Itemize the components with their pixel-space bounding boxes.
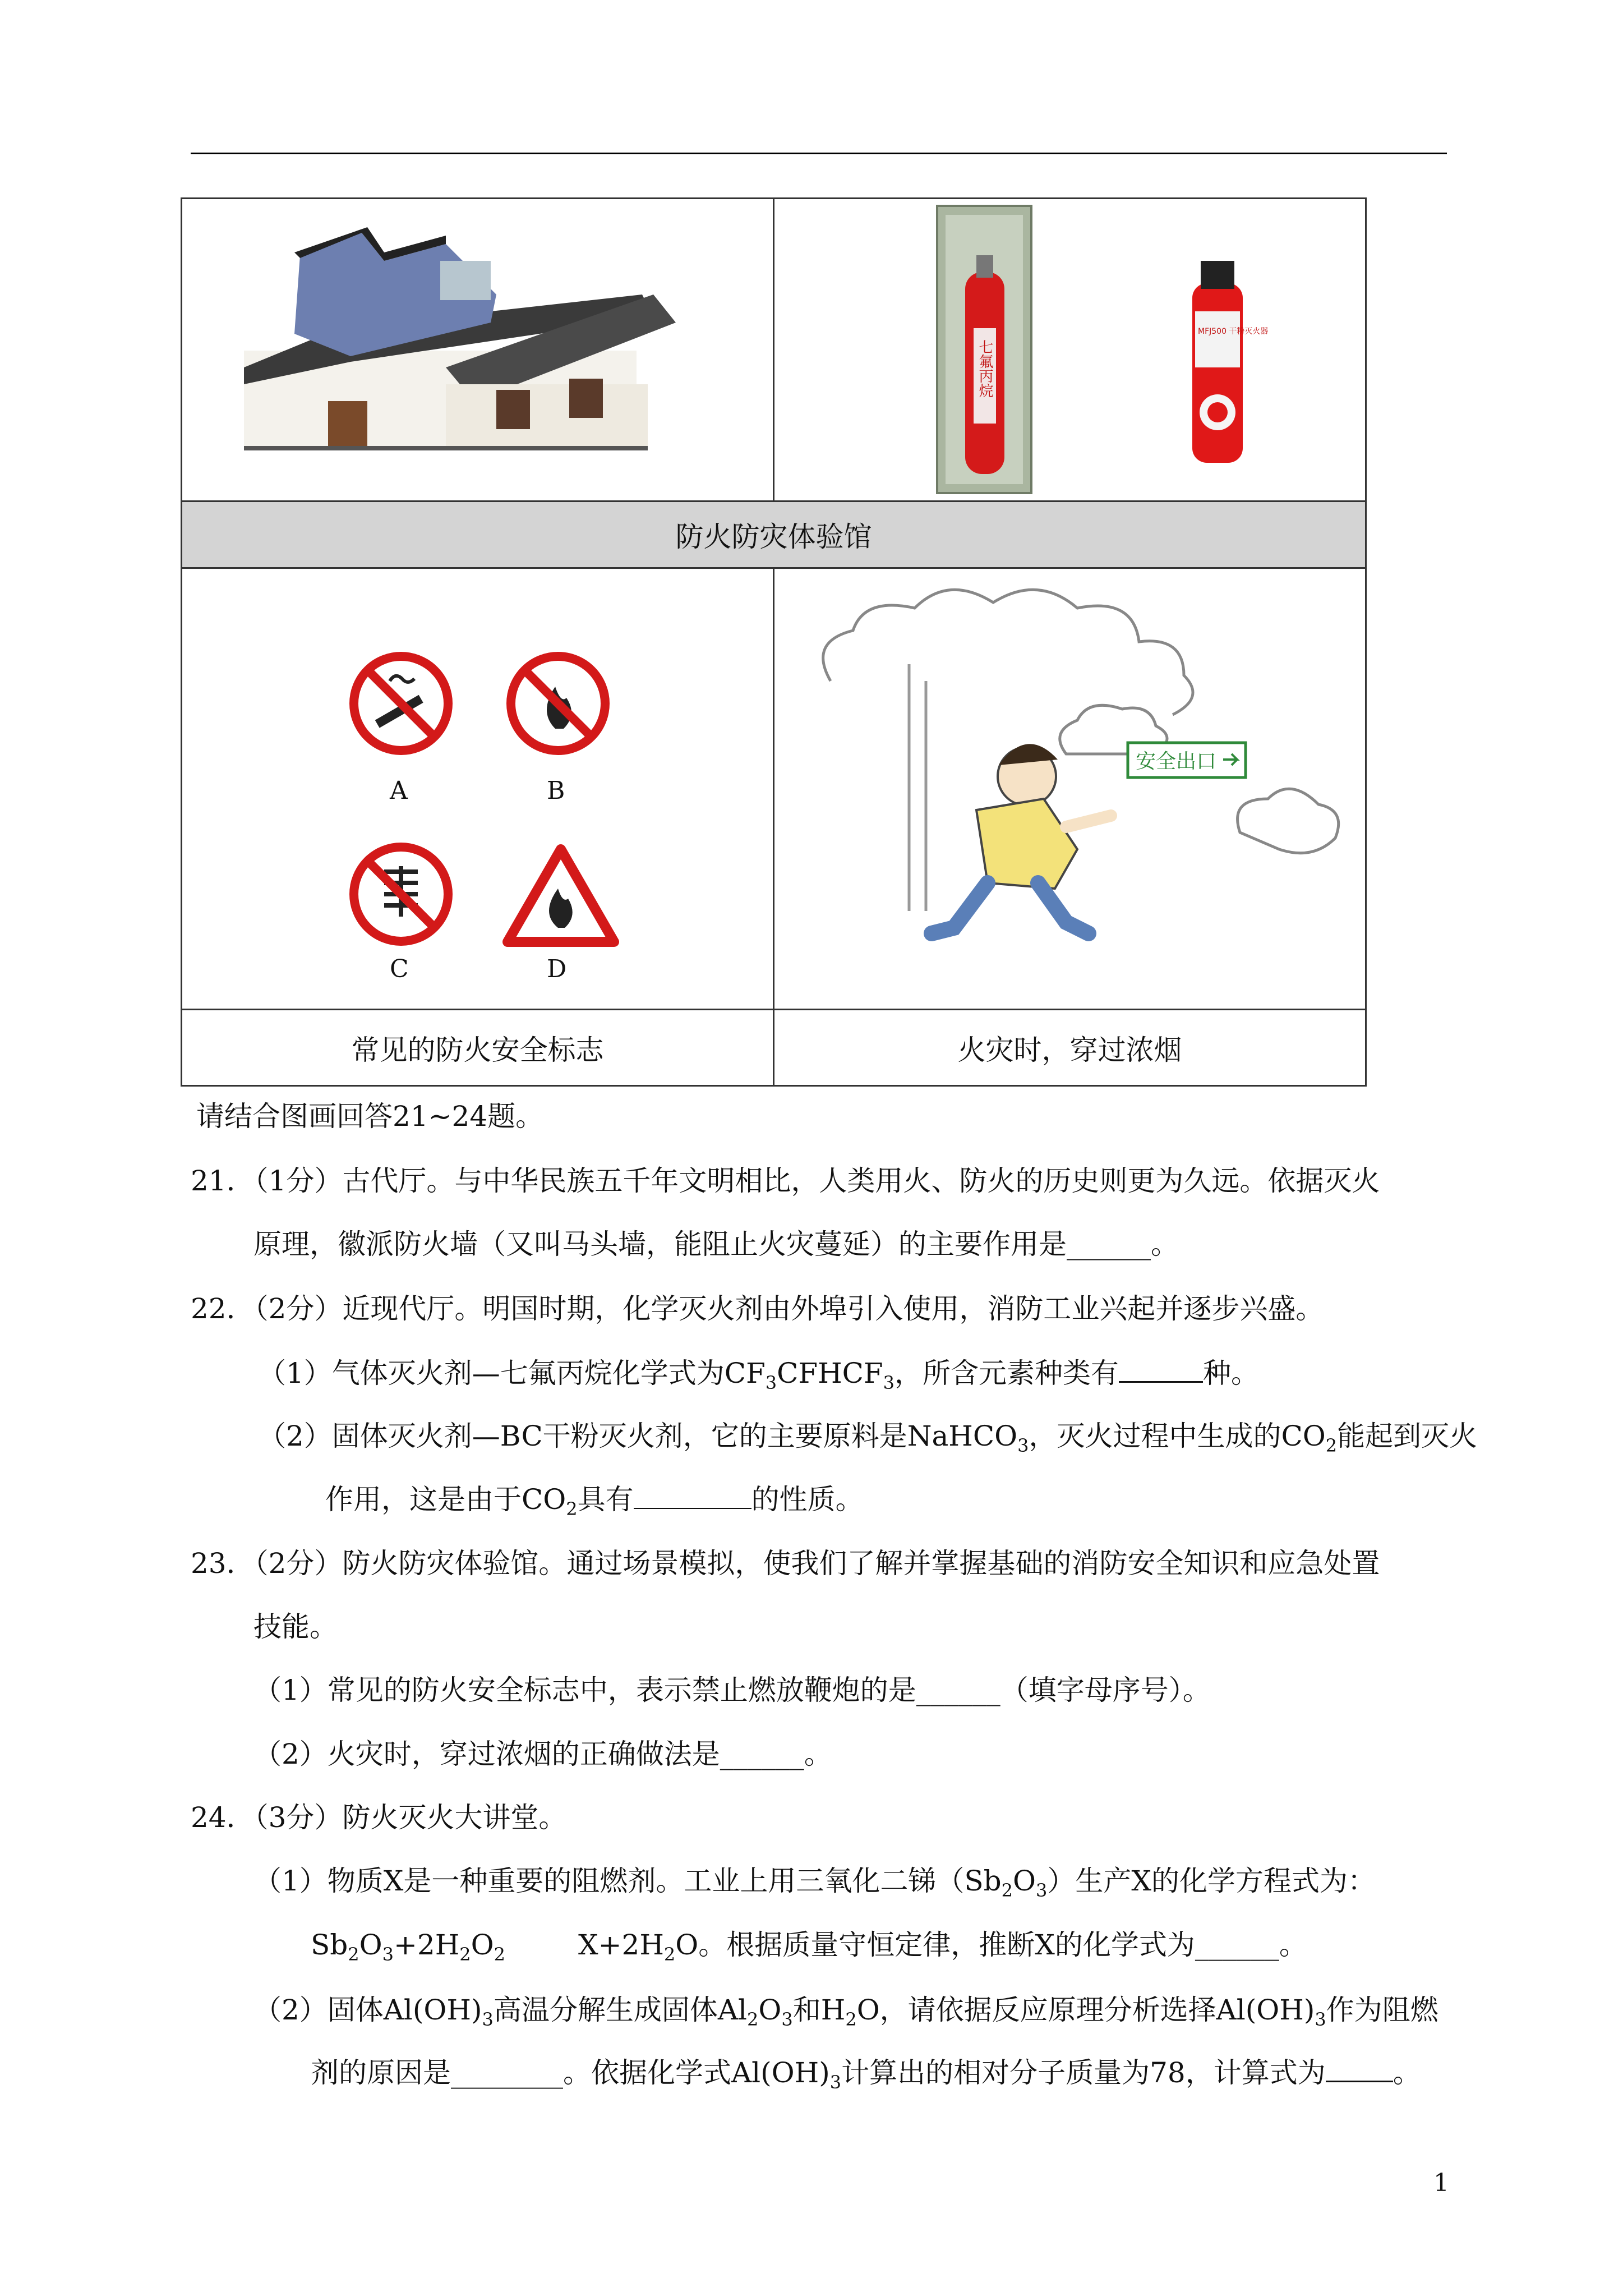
hall-label: 防火防灾体验馆 (675, 521, 872, 553)
flammable-warning-sign (502, 844, 620, 950)
smoke-escape-cell (774, 568, 1366, 1010)
safety-signs-cell (182, 568, 774, 1010)
extinguisher-cell (774, 199, 1366, 501)
smoke-caption-cell (774, 1010, 1366, 1086)
sign-label-d: D (547, 955, 567, 983)
cylinder-label: 七氟丙烷 (976, 339, 993, 398)
no-fireworks-sign (345, 838, 457, 950)
smoke-escape-illustration (774, 569, 1367, 1006)
fire-extinguishers-photo (774, 199, 1367, 498)
signs-caption: 常见的防火安全标志 (351, 1033, 604, 1066)
q22-sub2: （2）固体灭火剂—BC干粉灭火剂，它的主要原料是NaHCO$_3$，灭火过程中生成的$CO_2$能起到灭火 (258, 1420, 1478, 1456)
q22-sub1: （1）气体灭火剂—七氟丙烷化学式为$CF_3CFHCF_3$，所含元素种类有 种。 (258, 1357, 1259, 1393)
q24-sub1: （1）物质X是一种重要的阻燃剂。工业上用三氧化二锑$(Sb_2O_3)$生产X的化学方程式为： (253, 1865, 1376, 1901)
q23-line2: 技能。 (253, 1611, 338, 1643)
smoke-caption: 火灾时，穿过浓烟 (957, 1033, 1182, 1066)
q23-line1: 23．（2分）防火防灾体验馆。通过场景模拟，使我们了解并掌握基础的消防安全知识和应急处置 (191, 1547, 1380, 1580)
no-open-flame-sign (502, 647, 614, 760)
intro-line: 请结合图画回答21~24题。 (196, 1100, 544, 1133)
q22-sub2-line2: 作用，这是由于$CO_2$具有 的性质。 (325, 1483, 864, 1520)
header-rule (191, 153, 1447, 154)
sign-label-b: B (547, 776, 565, 805)
q24-sub2: （2）固体$Al(OH)_3$高温分解生成固体$Al_2O_3$和$H_2O$，请依据反应原理分析选择$Al(OH)_3$作为阻燃 (253, 1994, 1438, 2030)
q24-equation: $Sb_2O_3+2H_2O_2$ $X+2H_2O$。根据质量守恒定律，推断X的化学式为______。 (311, 1929, 1307, 1965)
horse-head-wall-photo (182, 199, 774, 498)
q23-sub1: （1）常见的防火安全标志中，表示禁止燃放鞭炮的是______（填字母序号）。 (253, 1674, 1211, 1706)
q21-line1: 21．（1分）古代厅。与中华民族五千年文明相比，人类用火、防火的历史则更为久远。依据灭火 (191, 1165, 1380, 1197)
illustration-table (181, 197, 1367, 1087)
q22-line1: 22．（2分）近现代厅。明国时期，化学灭火剂由外埠引入使用，消防工业兴起并逐步兴盛。 (191, 1292, 1324, 1325)
q23-sub2: （2）火灾时，穿过浓烟的正确做法是______。 (253, 1738, 832, 1770)
signs-caption-cell (182, 1010, 774, 1086)
q24-sub2-line2: 剂的原因是________。依据化学式$Al(OH)_3$计算出的相对分子质量为78，计算式为 。 (311, 2056, 1421, 2093)
hall-label-cell (182, 501, 1366, 568)
q21-line2: 原理，徽派防火墙（又叫马头墙，能阻止火灾蔓延）的主要作用是______。 (253, 1228, 1179, 1260)
page-number: 1 (1433, 2169, 1449, 2197)
exit-sign-text: 安全出口 (1136, 750, 1217, 773)
ancient-building-cell (182, 199, 774, 501)
sign-label-c: C (390, 955, 409, 983)
small-extinguisher-label: MFJ500 干粉灭火器 (1198, 327, 1269, 336)
answer-blank[interactable] (634, 1508, 751, 1509)
answer-blank[interactable] (1119, 1381, 1203, 1383)
no-smoking-sign (345, 647, 457, 760)
sign-label-a: A (390, 776, 408, 805)
answer-blank[interactable] (1326, 2081, 1393, 2082)
q24-line1: 24．（3分）防火灭火大讲堂。 (191, 1801, 567, 1834)
